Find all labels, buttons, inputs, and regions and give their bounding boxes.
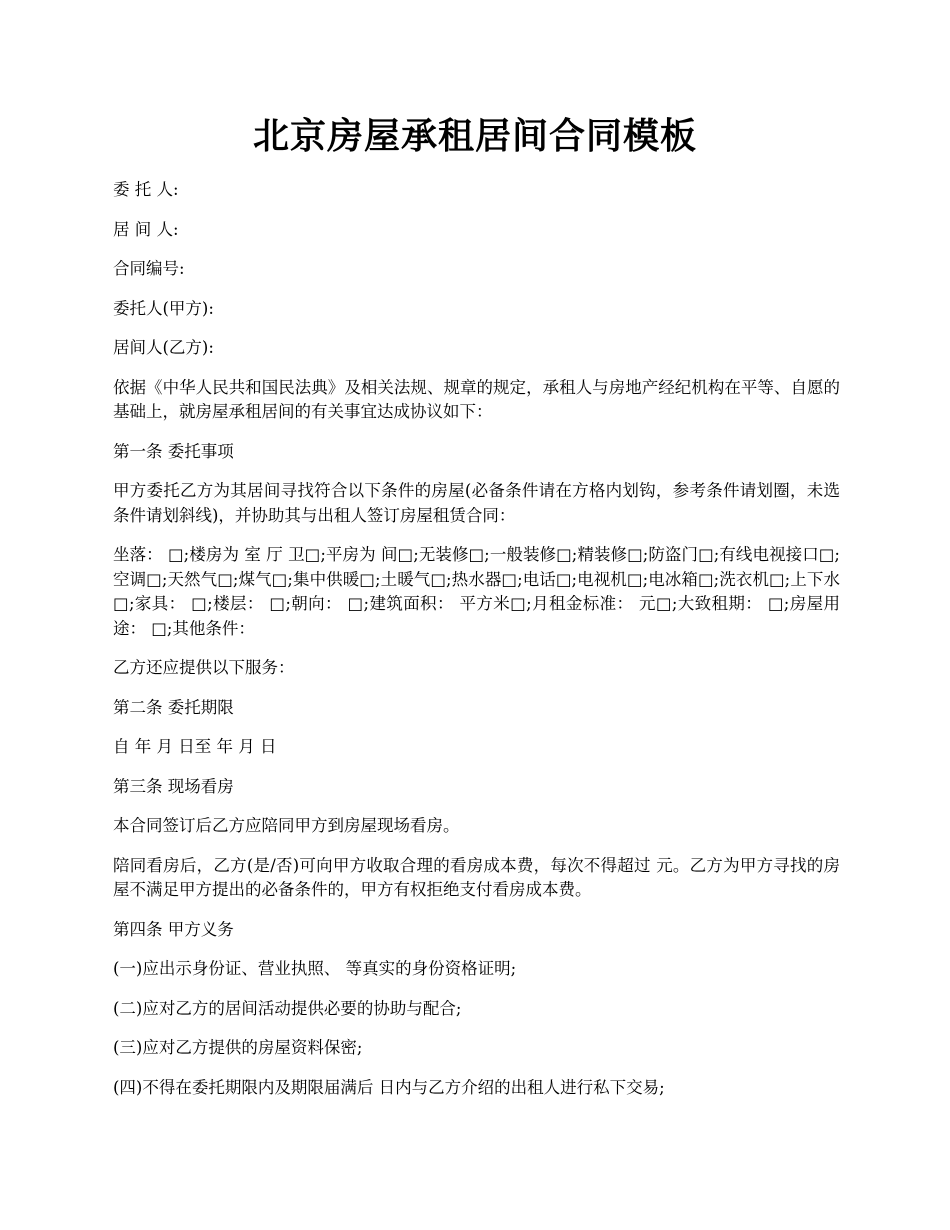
paragraph-duty-2: (二)应对乙方的居间活动提供必要的协助与配合; xyxy=(113,998,462,1018)
heading-article-3: 第三条 现场看房 xyxy=(113,776,234,796)
paragraph-party-b: 居间人(乙方): xyxy=(113,338,214,357)
heading-article-2: 第二条 委托期限 xyxy=(113,697,234,717)
paragraph-viewing-fee: 陪同看房后，乙方(是/否)可向甲方收取合理的看房成本费，每次不得超过 元。乙方为甲方寻找的房屋不满足甲方提出的必备条件的，甲方有权拒绝支付看房成本费。 xyxy=(113,855,840,899)
paragraph-house-conditions: 坐落： □;楼房为 室 厅 卫□;平房为 间□;无装修□;一般装修□;精装修□;防盗门□;有线电视接口□;空调□;天然气□;煤气□;集中供暖□;土暖气□;热水器□;电话□;电视机□;电冰箱□;洗衣机□;上下水□;家具： □;楼层： □;朝向： □;建筑面积： 平方米□;月租金标准： 元□;大致租期： □;房屋用途： □;其他条件： xyxy=(113,545,840,638)
document-body xyxy=(113,178,840,1115)
paragraph-intermediary: 居 间 人: xyxy=(113,219,179,239)
paragraph-duty-1: (一)应出示身份证、营业执照、 等真实的身份资格证明; xyxy=(113,959,517,978)
heading-article-1: 第一条 委托事项 xyxy=(113,441,234,461)
paragraph-contract-number: 合同编号: xyxy=(113,259,185,278)
paragraph-party-a: 委托人(甲方): xyxy=(113,298,214,318)
paragraph-client: 委 托 人: xyxy=(113,180,179,199)
heading-article-4: 第四条 甲方义务 xyxy=(113,919,234,939)
paragraph-duty-3: (三)应对乙方提供的房屋资料保密; xyxy=(113,1038,363,1057)
paragraph-preamble: 依据《中华人民共和国民法典》及相关法规、规章的规定，承租人与房地产经纪机构在平等、自愿的基础上，就房屋承租居间的有关事宜达成协议如下： xyxy=(113,377,840,421)
paragraph-duty-4: (四)不得在委托期限内及期限届满后 日内与乙方介绍的出租人进行私下交易; xyxy=(113,1077,665,1097)
document-title: 北京房屋承租居间合同模板 xyxy=(252,115,697,157)
paragraph-extra-services: 乙方还应提供以下服务： xyxy=(113,658,295,677)
paragraph-term-dates: 自 年 月 日至 年 月 日 xyxy=(113,737,277,756)
paragraph-article-1-intro: 甲方委托乙方为其居间寻找符合以下条件的房屋(必备条件请在方格内划钩，参考条件请划圈，未选条件请划斜线)，并协助其与出租人签订房屋租赁合同： xyxy=(113,481,840,525)
paragraph-viewing: 本合同签订后乙方应陪同甲方到房屋现场看房。 xyxy=(113,816,460,835)
